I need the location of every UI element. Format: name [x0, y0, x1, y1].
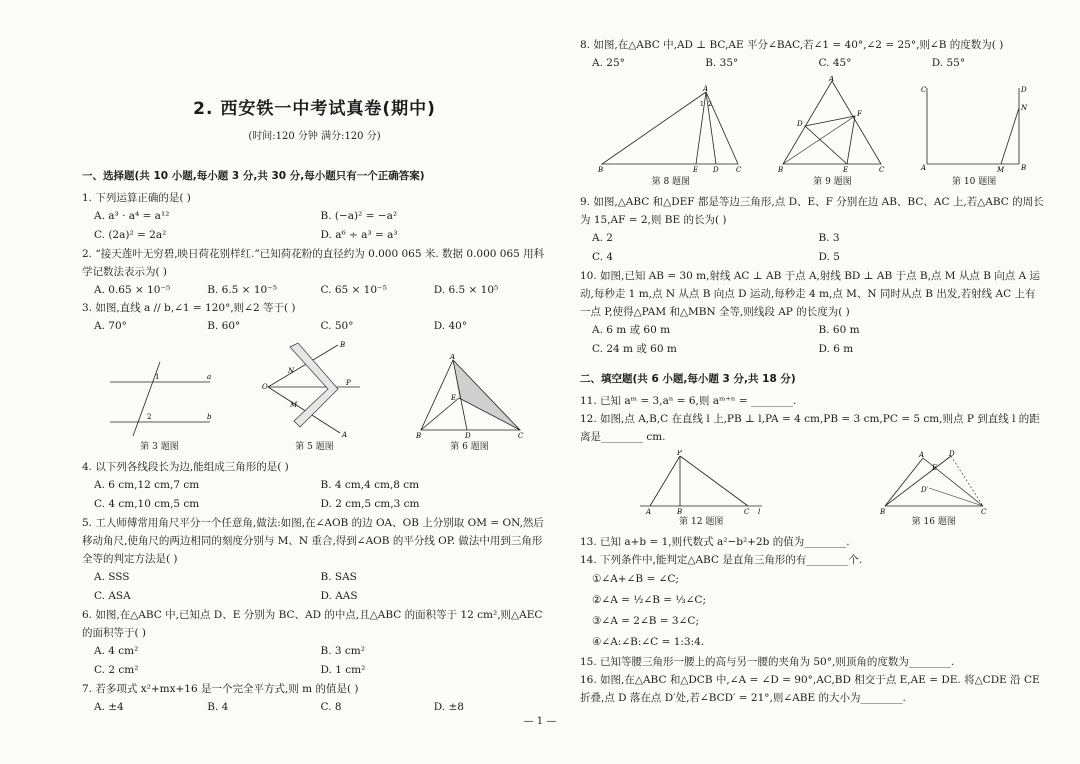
svg-text:a: a — [206, 373, 211, 381]
option-c: C. ASA — [94, 590, 131, 602]
question-11: 11. 已知 aᵐ = 3,aⁿ = 6,则 aᵐ⁺ⁿ = ________. — [580, 395, 797, 407]
option-b: B. 60° — [207, 320, 241, 332]
question-8: 8. 如图,在△ABC 中,AD ⊥ BC,AE 平分∠BAC,若∠1 = 40°,∠2 = 25°,则∠B 的度数为( ) — [580, 39, 1004, 51]
svg-text:P: P — [345, 379, 351, 387]
equilateral-triangles-diagram — [777, 76, 887, 174]
figure-16-caption: 第 16 题图 — [911, 517, 956, 527]
question-5-options — [82, 568, 547, 606]
svg-text:1: 1 — [699, 101, 704, 108]
option-a: A. 25° — [592, 57, 625, 69]
question-14-item-2: ②∠A = ½∠B = ⅓∠C; — [592, 594, 706, 606]
svg-text:F: F — [857, 110, 863, 118]
question-4-options — [82, 476, 547, 514]
svg-text:B: B — [415, 432, 421, 439]
option-b: B. 6.5 × 10⁻⁵ — [207, 284, 277, 296]
option-b: B. 35° — [705, 57, 739, 69]
option-c: C. 4 cm,10 cm,5 cm — [94, 498, 200, 510]
svg-text:M: M — [289, 401, 297, 409]
question-14-item-4: ④∠A:∠B:∠C = 1:3:4. — [592, 636, 705, 648]
svg-text:C: C — [879, 166, 885, 174]
question-8-options — [580, 54, 1045, 72]
svg-text:P: P — [677, 450, 682, 457]
figures-3-5-6 — [82, 339, 547, 452]
question-2-options — [82, 281, 547, 299]
option-a: A. a³ · a⁴ = a¹² — [94, 210, 170, 222]
figure-8-caption: 第 8 题图 — [651, 177, 691, 187]
option-d: D. 2 cm,5 cm,3 cm — [320, 498, 420, 510]
option-c: C. 45° — [818, 57, 852, 69]
svg-text:B: B — [339, 341, 345, 349]
figure-6-caption: 第 6 题图 — [450, 442, 489, 452]
option-c: C. 8 — [320, 701, 342, 713]
figure-9 — [777, 76, 887, 187]
svg-text:E: E — [843, 166, 849, 174]
option-a: A. 4 cm² — [94, 645, 139, 657]
figure-12-caption: 第 12 题图 — [679, 517, 724, 527]
svg-text:D: D — [948, 450, 955, 458]
svg-text:A: A — [449, 354, 455, 361]
section-heading-fill: 二、填空题(共 6 小题,每小题 3 分,共 18 分) — [580, 373, 796, 385]
figure-9-caption: 第 9 题图 — [813, 177, 852, 187]
option-c: C. 65 × 10⁻⁵ — [320, 284, 387, 296]
option-d: D. 1 cm² — [320, 664, 366, 676]
option-c: C. 2 cm² — [94, 664, 139, 676]
option-c: C. 24 m 或 60 m — [592, 343, 677, 355]
option-b: B. 60 m — [818, 324, 860, 336]
svg-text:B: B — [778, 166, 784, 174]
option-b: B. 4 — [207, 701, 229, 713]
triangle-midpoint-diagram — [415, 354, 525, 439]
svg-text:A: A — [829, 76, 835, 83]
svg-text:B: B — [597, 166, 603, 174]
option-b: B. (−a)² = −a² — [320, 210, 398, 222]
svg-text:N: N — [287, 367, 294, 375]
question-7: 7. 若多项式 x²+mx+16 是一个完全平方式,则 m 的值是( ) — [82, 683, 359, 695]
svg-text:A: A — [341, 431, 347, 439]
option-a: A. 2 — [592, 232, 613, 244]
svg-text:C: C — [980, 508, 987, 514]
option-d: D. AAS — [320, 590, 358, 602]
question-12: 12. 如图,点 A,B,C 在直线 l 上,PB ⊥ l,PA = 4 cm,PB = 3 cm,PC = 5 cm,则点 P 到直线 l 的距离是________ cm. — [580, 413, 1040, 443]
figure-3 — [105, 354, 215, 452]
section-heading-choice: 一、选择题(共 10 小题,每小题 3 分,共 30 分,每小题只有一个正确答案) — [82, 170, 425, 182]
question-2: 2. “接天莲叶无穷碧,映日荷花别样红.”已知荷花粉的直径约为 0.000 065 米. 数据 0.000 065 用科学记数法表示为( ) — [82, 248, 545, 278]
parallel-lines-diagram — [105, 354, 215, 439]
option-c: C. (2a)² = 2a² — [94, 229, 167, 241]
question-9-options — [580, 229, 1045, 267]
svg-text:2: 2 — [707, 101, 712, 108]
option-d: D. 55° — [931, 57, 966, 69]
question-5: 5. 工人师傅常用角尺平分一个任意角,做法:如图,在∠AOB 的边 OA、OB 上分别取 OM = ON,然后移动角尺,使角尺的两边相同的刻度分别与 M、N 重合,得到∠AOB 的平分线 OP. 做法中用到三角形全等的判定方法是( ) — [82, 517, 544, 565]
svg-text:M: M — [997, 166, 1005, 174]
option-d: D. 5 — [818, 251, 840, 263]
option-c: C. 4 — [592, 251, 614, 263]
exam-info: (时间:120 分钟 满分:120 分) — [248, 131, 381, 142]
question-1-options — [82, 207, 547, 245]
question-14: 14. 下列条件中,能判定△ABC 是直角三角形的有________个. — [580, 554, 863, 566]
svg-text:D: D — [712, 166, 719, 174]
svg-text:B: B — [677, 508, 683, 514]
svg-text:l: l — [758, 508, 761, 514]
option-a: A. 6 cm,12 cm,7 cm — [94, 479, 200, 491]
svg-text:C: C — [921, 86, 927, 94]
figure-12 — [636, 450, 766, 527]
figures-12-16 — [580, 450, 1045, 527]
option-d: D. a⁶ ÷ a³ = a³ — [320, 229, 398, 241]
svg-text:B: B — [1021, 164, 1027, 172]
option-a: A. ±4 — [94, 701, 124, 713]
figure-5 — [260, 339, 370, 452]
question-3: 3. 如图,直线 a // b,∠1 = 120°,则∠2 等于( ) — [82, 302, 296, 314]
figure-5-caption: 第 5 题图 — [295, 442, 334, 452]
question-14-item-3: ③∠A = 2∠B = 3∠C; — [592, 615, 699, 627]
question-10-options — [580, 321, 1045, 359]
perpendicular-rays-diagram — [919, 82, 1029, 174]
triangle-altitude-diagram — [596, 82, 746, 174]
page-number: — 1 — — [523, 716, 557, 727]
option-a: A. 0.65 × 10⁻⁵ — [94, 284, 171, 296]
svg-text:D′: D′ — [920, 486, 928, 494]
question-7-options — [82, 698, 547, 716]
svg-text:A: A — [646, 508, 652, 514]
option-b: B. SAS — [320, 571, 357, 583]
svg-text:E: E — [692, 166, 698, 174]
option-b: B. 4 cm,4 cm,8 cm — [320, 479, 420, 491]
svg-text:E: E — [931, 464, 937, 472]
figure-16 — [879, 450, 989, 527]
question-9: 9. 如图,△ABC 和△DEF 都是等边三角形,点 D、E、F 分别在边 AB、BC、AC 上,若△ABC 的周长为 15,AF = 2,则 BE 的长为( ) — [580, 196, 1044, 226]
option-a: A. 70° — [94, 320, 127, 332]
svg-text:b: b — [206, 413, 211, 421]
svg-text:E: E — [450, 394, 456, 402]
figure-10 — [919, 82, 1029, 187]
svg-text:C: C — [744, 508, 750, 514]
svg-text:A: A — [918, 451, 924, 459]
figure-10-caption: 第 10 题图 — [952, 177, 997, 187]
figure-8 — [596, 82, 746, 187]
svg-text:C: C — [735, 166, 742, 174]
svg-text:A: A — [921, 164, 927, 172]
question-10: 10. 如图,已知 AB = 30 m,射线 AC ⊥ AB 于点 A,射线 BD ⊥ AB 于点 B,点 M 从点 B 向点 A 运动,每秒走 1 m,点 N 从点 B 向点 D 运动,每秒走 4 m,点 M、N 同时从点 B 出发,若射线 AC 上有一点 P,使得△PAM 和△MBN 全等,则线段 AP 的长度为( ) — [580, 270, 1040, 318]
question-4: 4. 以下列各线段长为边,能组成三角形的是( ) — [82, 461, 289, 473]
svg-text:D: D — [1021, 86, 1027, 94]
right-column — [580, 36, 1045, 707]
question-6: 6. 如图,在△ABC 中,已知点 D、E 分别为 BC、AD 的中点,且△ABC 的面积等于 12 cm²,则△AEC 的面积等于( ) — [82, 609, 543, 639]
svg-text:1: 1 — [154, 373, 159, 381]
svg-text:B: B — [879, 508, 885, 514]
svg-text:O: O — [261, 383, 268, 391]
option-d: D. 6.5 × 10⁵ — [433, 284, 499, 296]
figure-3-caption: 第 3 题图 — [140, 442, 179, 452]
svg-text:D: D — [464, 432, 471, 439]
question-16: 16. 如图,在△ABC 和△DCB 中,∠A = ∠D = 90°,AC,BD 相交于点 E,AE = DE. 将△CDE 沿 CE 折叠,点 D 落在点 D′处,若∠BCD′ = 21°,则∠ABE 的大小为________. — [580, 674, 1040, 704]
figures-8-9-10 — [580, 76, 1045, 187]
left-column — [82, 40, 547, 716]
option-d: D. ±8 — [433, 701, 464, 713]
option-c: C. 50° — [320, 320, 354, 332]
page-title: 2. 西安铁一中考试真卷(期中) — [193, 99, 436, 119]
option-d: D. 40° — [433, 320, 468, 332]
option-d: D. 6 m — [818, 343, 854, 355]
question-15: 15. 已知等腰三角形一腰上的高与另一腰的夹角为 50°,则顶角的度数为________. — [580, 656, 955, 668]
question-14-item-1: ①∠A+∠B = ∠C; — [592, 573, 679, 585]
option-a: A. 6 m 或 60 m — [592, 324, 671, 336]
point-line-distance-diagram — [636, 450, 766, 514]
option-a: A. SSS — [94, 571, 130, 583]
folded-triangle-diagram — [879, 450, 989, 514]
svg-text:A: A — [702, 85, 708, 93]
question-6-options — [82, 642, 547, 680]
svg-text:C: C — [517, 432, 523, 439]
question-3-options — [82, 317, 547, 335]
option-b: B. 3 — [818, 232, 840, 244]
angle-ruler-diagram — [260, 339, 370, 439]
svg-text:N: N — [1021, 104, 1028, 112]
figure-6 — [415, 354, 525, 452]
svg-text:2: 2 — [146, 413, 151, 421]
question-13: 13. 已知 a+b = 1,则代数式 a²−b²+2b 的值为________. — [580, 536, 850, 548]
svg-text:D: D — [797, 120, 804, 128]
question-1: 1. 下列运算正确的是( ) — [82, 192, 191, 204]
option-b: B. 3 cm² — [320, 645, 365, 657]
